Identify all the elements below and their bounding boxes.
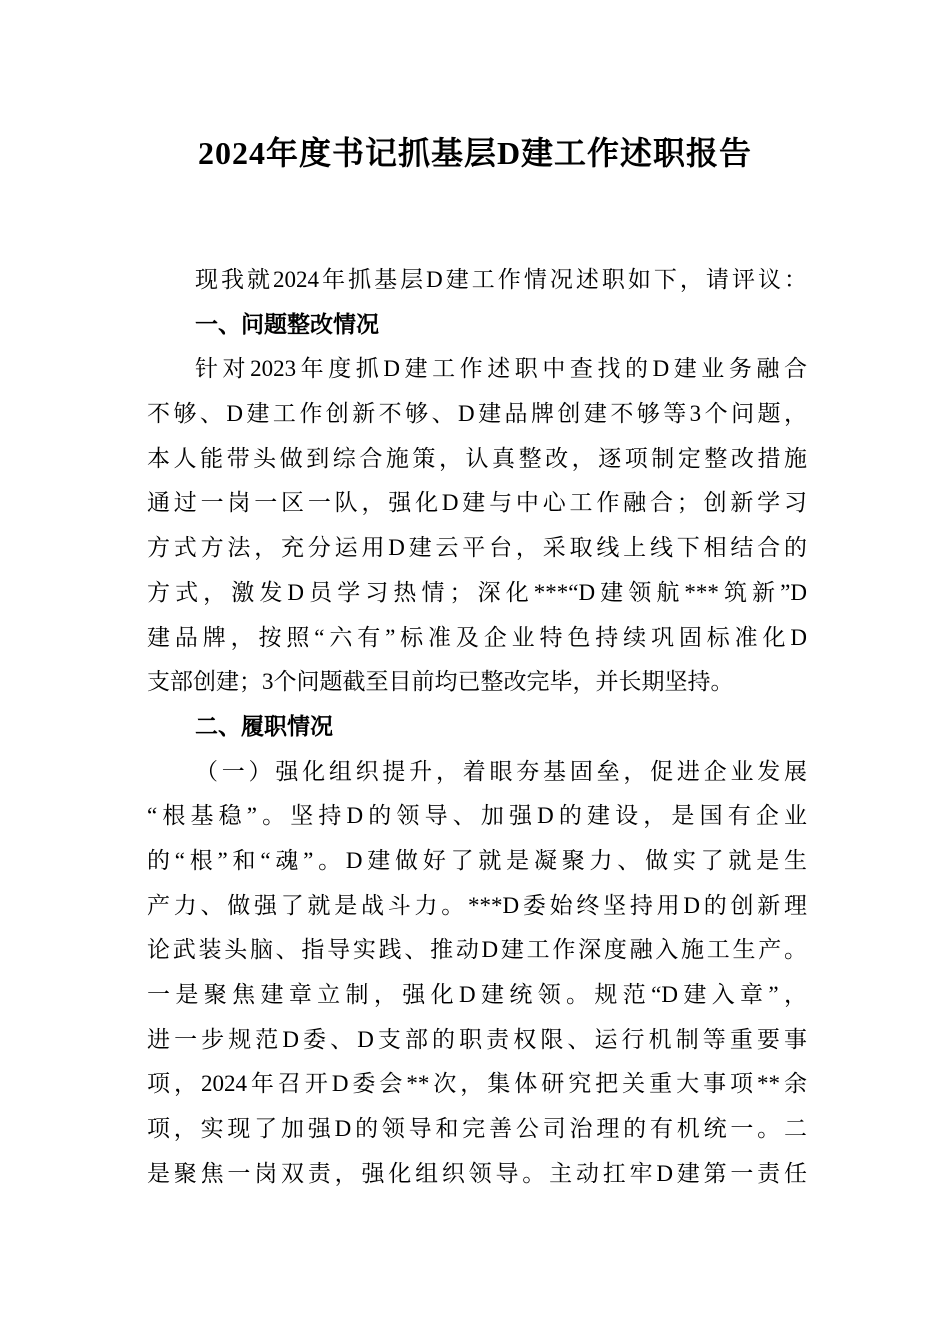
text-line: 不够、D建工作创新不够、D建品牌创建不够等3个问题，: [147, 401, 807, 427]
text-line: 项，2024年召开D委会**次，集体研究把关重大事项**余: [147, 1071, 807, 1097]
text-line: 针对2023年度抓D建工作述职中查找的D建业务融合: [195, 356, 807, 382]
text-line: （一）强化组织提升，着眼夯基固垒，促进企业发展: [195, 758, 807, 784]
text-line: 是聚焦一岗双责，强化组织领导。主动扛牢D建第一责任: [147, 1160, 807, 1186]
text-line: 支部创建；3个问题截至目前均已整改完毕，并长期坚持。: [147, 669, 734, 695]
text-line: 通过一岗一区一队，强化D建与中心工作融合；创新学习: [147, 490, 807, 516]
text-line: 进一步规范D委、D支部的职责权限、运行机制等重要事: [147, 1026, 807, 1052]
text-line: 产力、做强了就是战斗力。***D委始终坚持用D的创新理: [147, 892, 807, 918]
text-line: 的“根”和“魂”。D建做好了就是凝聚力、做实了就是生: [147, 847, 807, 873]
text-line: 本人能带头做到综合施策，认真整改，逐项制定整改措施: [147, 445, 807, 471]
text-line: 方式，激发D员学习热情；深化***“D建领航***筑新”D: [147, 579, 807, 605]
text-line: 项，实现了加强D的领导和完善公司治理的有机统一。二: [147, 1116, 807, 1142]
text-line: “根基稳”。坚持D的领导、加强D的建设，是国有企业: [147, 803, 807, 829]
section-heading: 二、履职情况: [195, 713, 333, 739]
text-line: 现我就2024年抓基层D建工作情况述职如下，请评议：: [195, 267, 807, 292]
document-title: 2024年度书记抓基层D建工作述职报告: [197, 135, 753, 171]
document-body: [147, 258, 807, 1196]
section-heading: 一、问题整改情况: [195, 311, 379, 337]
text-line: 建品牌，按照“六有”标准及企业特色持续巩固标准化D: [147, 624, 807, 650]
text-line: 论武装头脑、指导实践、推动D建工作深度融入施工生产。: [147, 937, 807, 963]
text-line: 一是聚焦建章立制，强化D建统领。规范“D建入章”，: [147, 982, 807, 1007]
text-line: 方式方法，充分运用D建云平台，采取线上线下相结合的: [147, 535, 807, 561]
